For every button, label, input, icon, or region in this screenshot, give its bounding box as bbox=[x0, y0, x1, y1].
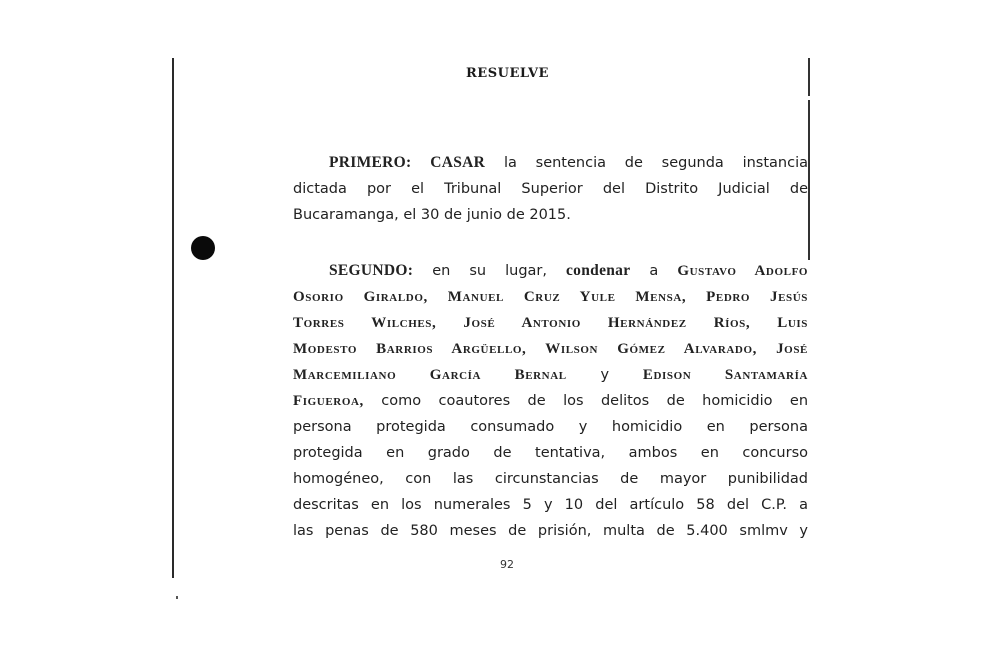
segundo-label: SEGUNDO: bbox=[329, 262, 414, 279]
segundo-line-10: descritas en los numerales 5 y 10 del artículo 58 del C.P. a bbox=[293, 497, 808, 513]
primero-line-3: Bucaramanga, el 30 de junio de 2015. bbox=[293, 207, 571, 223]
defendant-names-line-5a: Marcemiliano García Bernal bbox=[293, 367, 567, 383]
defendant-names-line-5b: Edison Santamaría bbox=[642, 367, 809, 383]
paragraph-primero bbox=[293, 150, 808, 228]
segundo-verb: condenar bbox=[566, 262, 631, 279]
scan-left-edge bbox=[172, 58, 174, 578]
section-heading: RESUELVE bbox=[466, 66, 549, 81]
defendant-names-line-3: Torres Wilches, José Antonio Hernández Ríos, Luis bbox=[293, 315, 808, 331]
defendant-names: Gustavo Adolfo bbox=[677, 263, 809, 279]
defendant-names-line-2: Osorio Giraldo, Manuel Cruz Yule Mensa, Pedro Jesús bbox=[293, 289, 808, 305]
segundo-line-1-a: a bbox=[649, 263, 659, 279]
punch-hole bbox=[191, 236, 215, 260]
scan-right-edge bbox=[808, 100, 810, 260]
segundo-line-6-text: como coautores de los delitos de homicidio en bbox=[381, 393, 809, 409]
segundo-line-9: homogéneo, con las circunstancias de mayor punibilidad bbox=[293, 471, 808, 487]
segundo-line-5 bbox=[293, 362, 808, 388]
primero-line-2: dictada por el Tribunal Superior del Distrito Judicial de bbox=[293, 181, 808, 197]
scan-mark bbox=[176, 596, 178, 599]
scan-right-edge-top bbox=[808, 58, 810, 96]
segundo-line-8: protegida en grado de tentativa, ambos en concurso bbox=[293, 445, 808, 461]
segundo-line-1 bbox=[293, 258, 808, 284]
defendant-names-line-6: Figueroa, bbox=[293, 393, 364, 409]
primero-line-1-text: la sentencia de segunda instancia bbox=[503, 155, 809, 171]
segundo-line-7: persona protegida consumado y homicidio en persona bbox=[293, 419, 808, 435]
segundo-line-11: las penas de 580 meses de prisión, multa de 5.400 smlmv y bbox=[293, 523, 808, 539]
segundo-line-6 bbox=[293, 388, 808, 414]
primero-verb: CASAR bbox=[430, 154, 486, 171]
primero-line-1 bbox=[293, 150, 808, 176]
segundo-line-1-pre: en su lugar, bbox=[432, 263, 547, 279]
conjunction: y bbox=[600, 367, 610, 383]
primero-label: PRIMERO: bbox=[329, 154, 412, 171]
defendant-names-line-4: Modesto Barrios Argüello, Wilson Gómez Alvarado, José bbox=[293, 341, 808, 357]
page-number: 92 bbox=[500, 558, 514, 571]
paragraph-segundo bbox=[293, 258, 808, 544]
